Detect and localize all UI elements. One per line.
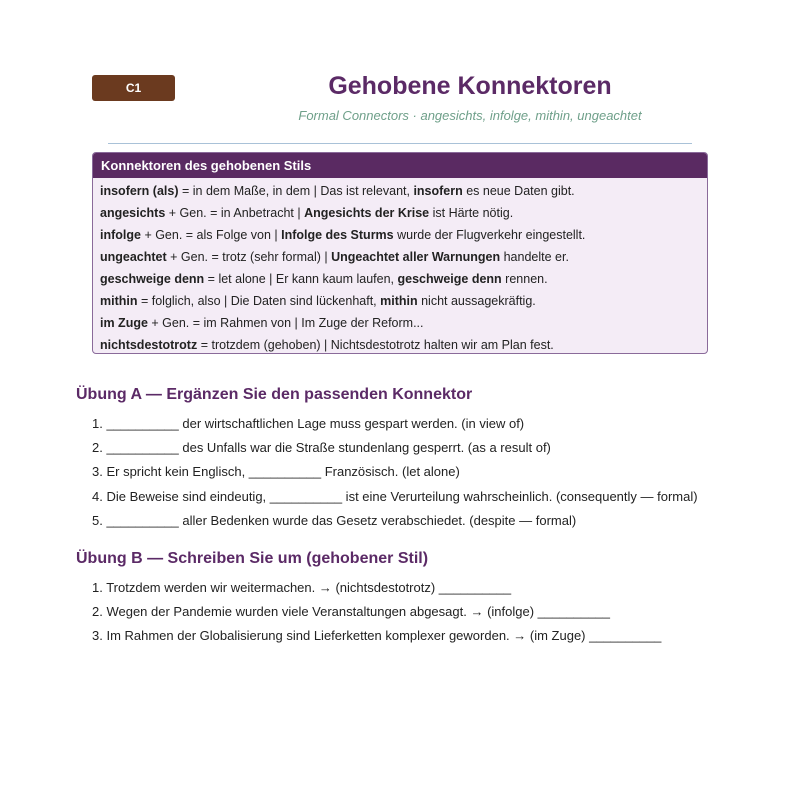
connector-term: geschweige denn: [100, 272, 205, 286]
connector-text: + Gen. = trotz (sehr formal) |: [166, 250, 332, 264]
connector-text: wurde der Flugverkehr eingestellt.: [393, 228, 586, 242]
exercise-b-item: 1. Trotzdem werden wir weitermachen. → (nichtsdestotrotz) __________: [92, 580, 512, 595]
exercise-b-list: [92, 576, 772, 649]
exercise-b-item: 3. Im Rahmen der Globalisierung sind Lieferketten komplexer geworden. → (im Zuge) __________: [92, 628, 662, 644]
connector-term: Angesichts der Krise: [304, 206, 430, 220]
connector-text: + Gen. = im Rahmen von | Im Zuge der Reform...: [147, 316, 424, 330]
connector-row: [93, 246, 707, 268]
connectors-list: [93, 178, 707, 354]
connector-term: Ungeachtet aller Warnungen: [331, 250, 501, 264]
connector-term: insofern: [413, 184, 463, 198]
connector-text: handelte er.: [500, 250, 569, 264]
connector-term: infolge: [100, 228, 141, 242]
connectors-box-title: Konnektoren des gehobenen Stils: [93, 153, 707, 178]
connector-text: = let alone | Er kann kaum laufen,: [204, 272, 398, 286]
exercise-a-item: 4. Die Beweise sind eindeutig, __________ ist eine Verurteilung wahrscheinlich. (consequently — formal): [92, 488, 698, 504]
connector-row: [93, 290, 707, 312]
connector-text: ist Härte nötig.: [429, 206, 514, 220]
connector-row: [93, 180, 707, 202]
connector-term: im Zuge: [100, 316, 148, 330]
exercise-b-title: Übung B — Schreiben Sie um (gehobener Stil): [76, 550, 429, 567]
connector-text: = folglich, also | Die Daten sind lückenhaft,: [137, 294, 381, 308]
connector-text: nicht aussagekräftig.: [417, 294, 536, 308]
connector-term: ungeachtet: [100, 250, 167, 264]
connector-row: [93, 334, 707, 354]
connectors-box: [92, 152, 708, 354]
connector-text: = trotzdem (gehoben) | Nichtsdestotrotz halten wir am Plan fest.: [197, 338, 554, 352]
connector-term: angesichts: [100, 206, 166, 220]
connector-term: mithin: [380, 294, 418, 308]
exercise-a-list: [92, 412, 772, 533]
page-title: Gehobene Konnektoren: [328, 72, 612, 100]
connector-term: Infolge des Sturms: [281, 228, 394, 242]
connector-text: + Gen. = als Folge von |: [140, 228, 282, 242]
header-divider: [108, 143, 692, 144]
connector-text: + Gen. = in Anbetracht |: [165, 206, 305, 220]
connector-row: [93, 202, 707, 224]
page-subtitle: Formal Connectors · angesichts, infolge, mithin, ungeachtet: [298, 108, 642, 123]
connector-row: [93, 224, 707, 246]
connector-term: nichtsdestotrotz: [100, 338, 198, 352]
connector-row: [93, 268, 707, 290]
level-badge: C1: [92, 75, 175, 101]
connector-row: [93, 312, 707, 334]
exercise-a-item: 1. __________ der wirtschaftlichen Lage muss gespart werden. (in view of): [92, 416, 525, 431]
connector-text: = in dem Maße, in dem | Das ist relevant,: [178, 184, 414, 198]
exercise-a-item: 3. Er spricht kein Englisch, __________ Französisch. (let alone): [92, 464, 460, 480]
connector-term: geschweige denn: [397, 272, 502, 286]
connector-term: insofern (als): [100, 184, 179, 198]
connector-text: es neue Daten gibt.: [462, 184, 575, 198]
connector-term: mithin: [100, 294, 138, 308]
exercise-a-title: Übung A — Ergänzen Sie den passenden Konnektor: [76, 386, 473, 403]
exercise-a-item: 2. __________ des Unfalls war die Straße stundenlang gesperrt. (as a result of): [92, 440, 551, 456]
exercise-b-item: 2. Wegen der Pandemie wurden viele Veranstaltungen abgesagt. → (infolge) __________: [92, 604, 610, 620]
exercise-a-item: 5. __________ aller Bedenken wurde das Gesetz verabschiedet. (despite — formal): [92, 512, 577, 528]
connector-text: rennen.: [501, 272, 548, 286]
